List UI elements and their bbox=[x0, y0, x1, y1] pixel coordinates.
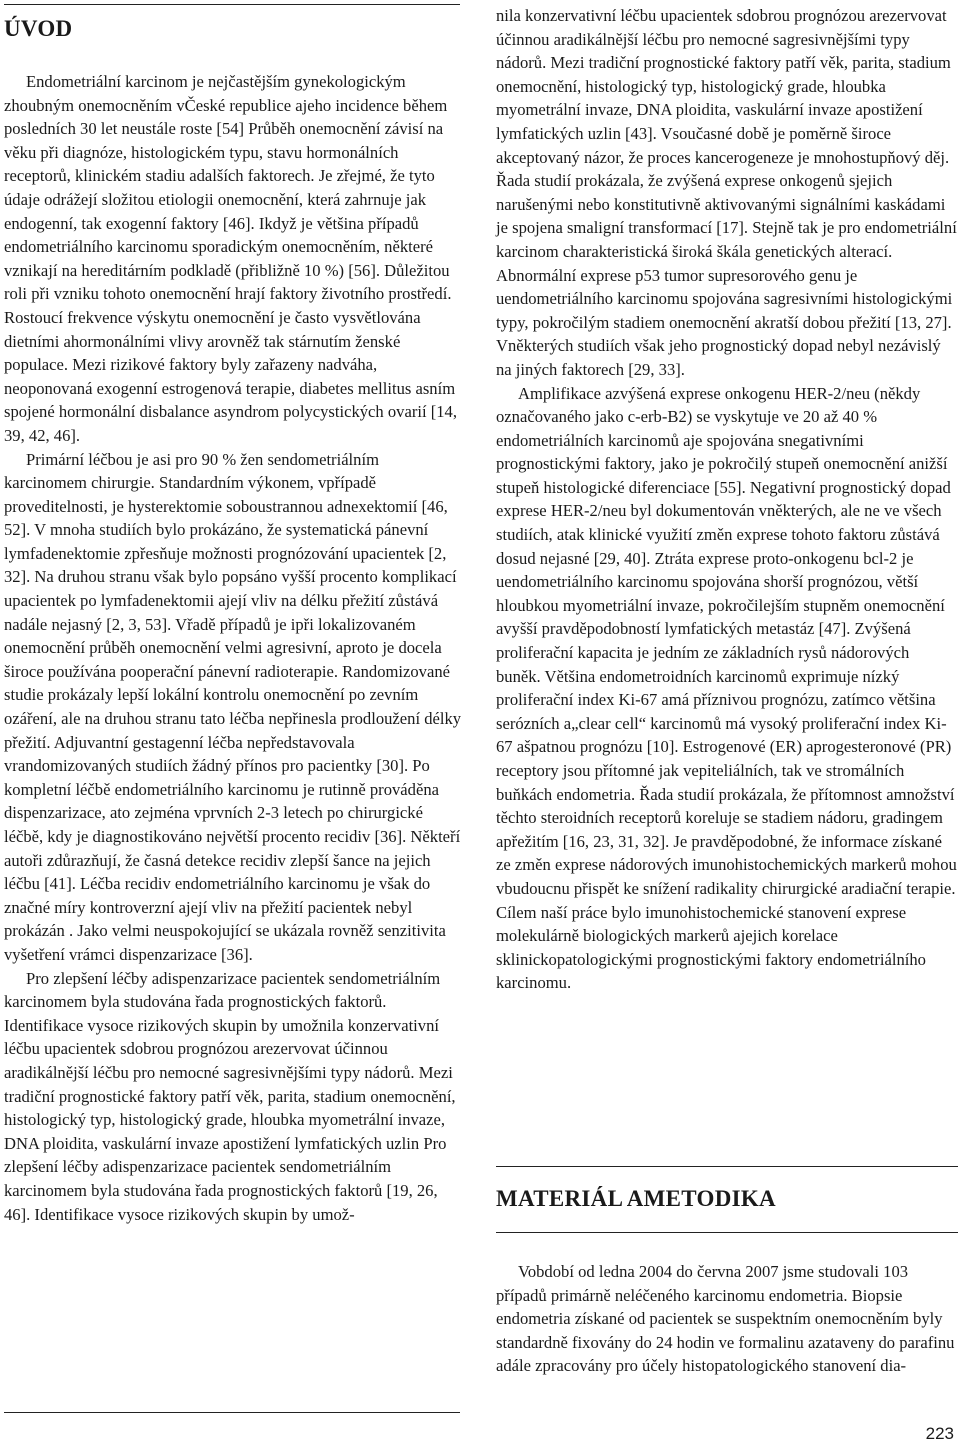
left-column-text bbox=[4, 70, 462, 1226]
right-paragraph-1: nila konzervativní léčbu upacientek sdobrou prognózou arezervovat účinnou aradikálnější léčbu pro nemocné sagresivnějšími typy nádorů. Mezi tradiční prognostické faktory patří věk, parita, stadium onemocnění, histologický typ, histologický grade, hloubka myometrální invaze, DNA ploidita, vaskulární invaze apostižení lymfatických uzlin [43]. Vsoučasné době je poměrně široce akceptovaný názor, že proces kancerogeneze je mnohostupňový děj. Řada studií prokázala, že zvýšená exprese onkogenů sjejich narušenými nebo konstitutivně aktivovanými signálními kaskádami je spojena smaligní transformací [17]. Stejně tak je pro endometriální karcinom charakteristická široká škála genetických alterací. Abnormální exprese p53 tumor supresorového genu je uendometriálního karcinomu spojována sagresivními histologickými typy, pokročilým stadiem onemocnění akratší dobou přežití [13, 27]. Vněkterých studiích však jeho prognostický dopad nebyl nezávislý na jiných faktorech [29, 33]. bbox=[496, 6, 957, 379]
right-paragraph-3: Vobdobí od ledna 2004 do června 2007 jsme studovali 103 případů primárně neléčeného karcinomu endometria. Biopsie endometria získané od pacientek se suspektním onemocněním byly standardně fixovány do 24 hodin ve formalinu azataveny do parafinu adále zpracovány pro účely histopatologického stanovení dia- bbox=[496, 1262, 955, 1376]
page-number: 223 bbox=[925, 1424, 954, 1443]
section-rule-top bbox=[496, 1166, 958, 1167]
left-paragraph-3: Pro zlepšení léčby adispenzarizace pacientek sendometriálním karcinomem byla studována řada prognostických faktorů. Identifikace vysoce rizikových skupin by umožnila konzervativní léčbu upacientek sdobrou prognózou arezervovat účinnou aradikálnější léčbu pro nemocné sagresivnějšími typy nádorů. Mezi tradiční prognostické faktory patří věk, parita, stadium onemocnění, histologický typ, histologický grade, hloubka myometrální invaze, DNA ploidita, vaskulární invaze apostižení lymfatických uzlin Pro zlepšení léčby adispenzarizace pacientek sendometriálním karcinomem byla studována řada prognostických faktorů [19, 26, 46]. Identifikace vysoce rizikových skupin by umož- bbox=[4, 968, 456, 1224]
left-paragraph-2: Primární léčbou je asi pro 90 % žen sendometriálním karcinomem chirurgie. Standardním výkonem, vpřípadě proveditelnosti, je hysterektomie soboustrannou adnexektomií [46, 52]. V mnoha studiích bylo prokázáno, že systematická pánevní lymfadenektomie zpřesňuje možnosti prognózování upacientek [2, 32]. Na druhou stranu však bylo popsáno vyšší procento komplikací upacientek po lymfadenektomii ajejí vliv na délku přežití zůstává nadále nejasný [2, 3, 53]. Vřadě případů je ipři lokalizovaném onemocnění průběh onemocnění velmi agresivní, aproto je docela široce používána pooperační pánevní radioterapie. Randomizované studie prokázaly lepší lokální kontrolu onemocnění po zevním ozáření, ale na druhou stranu tato léčba nepřinesla prodloužení délky přežití. Adjuvantní gestagenní léčba nepředstavovala vrandomizovaných studiích žádný přínos pro pacientky [30]. Po kompletní léčbě endometriálního karcinomu je rutinně prováděna dispenzarizace, ato zejména vprvních 2-3 letech po chirurgické léčbě, kdy je diagnostikováno největší procento recidiv [36]. Někteří autoři zdůrazňují, že časná detekce recidiv zlepší šance na jejich léčbu [41]. Léčba recidiv endometriálního karcinomu je však do značné míry kontroverzní ajejí vliv na přežití pacientek nebyl prokázán . Jako velmi neuspokojující se ukázala rovněž senzitivita vyšetření vrámci dispenzarizace [36]. bbox=[4, 449, 462, 964]
methods-text bbox=[496, 1260, 958, 1378]
left-paragraph-1: Endometriální karcinom je nejčastějším gynekologickým zhoubným onemocněním vČeské republice ajeho incidence během posledních 30 let neustále roste [54] Průběh onemocnění závisí na věku při diagnóze, histologickém typu, stavu hormonálních receptorů, klinickém stadiu adalších faktorech. Je zřejmé, že tyto údaje odrážejí složitou etiologii onemocnění, která zahrnuje jak endogenní, tak exogenní faktory [46]. Ikdyž je většina případů endometriálního karcinomu sporadickým onemocněním, některé vznikají na hereditárním podkladě (přibližně 10 %) [56]. Důležitou roli při vzniku tohoto onemocnění hrají faktory životního prostředí. Rostoucí frekvence výskytu onemocnění je často vysvětlována dietními ahormonálními vlivy arovněž tak stárnutím ženské populace. Mezi rizikové faktory byly zařazeny nadváha, neoponovaná exogenní estrogenová terapie, diabetes mellitus asním spojené hormonální disbalance asyndrom polycystických ovarií [14, 39, 42, 46]. bbox=[4, 72, 457, 445]
right-paragraph-2: Amplifikace azvýšená exprese onkogenu HER-2/neu (někdy označovaného jako c-erb-B2) se vyskytuje ve 20 až 40 % endometriálních karcinomů aje spojována snegativními prognostickými faktory, jako je pokročilý stupeň onemocnění anižší stupeň histologické diferenciace [55]. Negativní prognostický dopad exprese HER-2/neu byl dokumentován vněkterých, ale ne ve všech studiích, atak klinické využití změn exprese tohoto faktoru zůstává dosud nejasné [29, 40]. Ztráta exprese proto-onkogenu bcl-2 je uendometriálního karcinomu spojována shorší prognózou, větší hloubkou myometriální invaze, pokročilejším stupněm onemocnění avyšší pravděpodobností lymfatických metastáz [47]. Zvýšená proliferační kapacita je jedním ze základních rysů nádorových buněk. Většina endometroidních karcinomů exprimuje nízký proliferační index Ki-67 amá příznivou prognózu, zatímco většina serózních a„clear cell“ karcinomů má vysoký proliferační index Ki-67 ašpatnou prognózu [10]. Estrogenové (ER) aprogesteronové (PR) receptory jsou přítomné jak vepiteliálních, tak ve stromálních buňkách endometria. Řada studií prokázala, že přítomnost amnožství těchto steroidních receptorů koreluje se stadiem nádoru, gradingem apřežitím [16, 23, 31, 32]. Je pravděpodobné, že informace získané ze změn exprese nádorových imunohistochemických markerů mohou vbudoucnu přispět ke snížení radikality chirurgické aradiační terapie. Cílem naší práce bylo imunohistochemické stanovení exprese molekulárně biologických markerů ajejich korelace sklinickopatologickými prognostickými faktory endometriálního karcinomu. bbox=[496, 383, 957, 993]
section-heading-uvod: ÚVOD bbox=[4, 16, 73, 41]
section-heading-material: MATERIÁL AMETODIKA bbox=[496, 1186, 776, 1211]
right-column-text bbox=[496, 4, 958, 995]
section-rule-bottom bbox=[496, 1232, 958, 1233]
top-rule-left bbox=[4, 4, 460, 5]
left-bottom-rule bbox=[4, 1412, 460, 1413]
